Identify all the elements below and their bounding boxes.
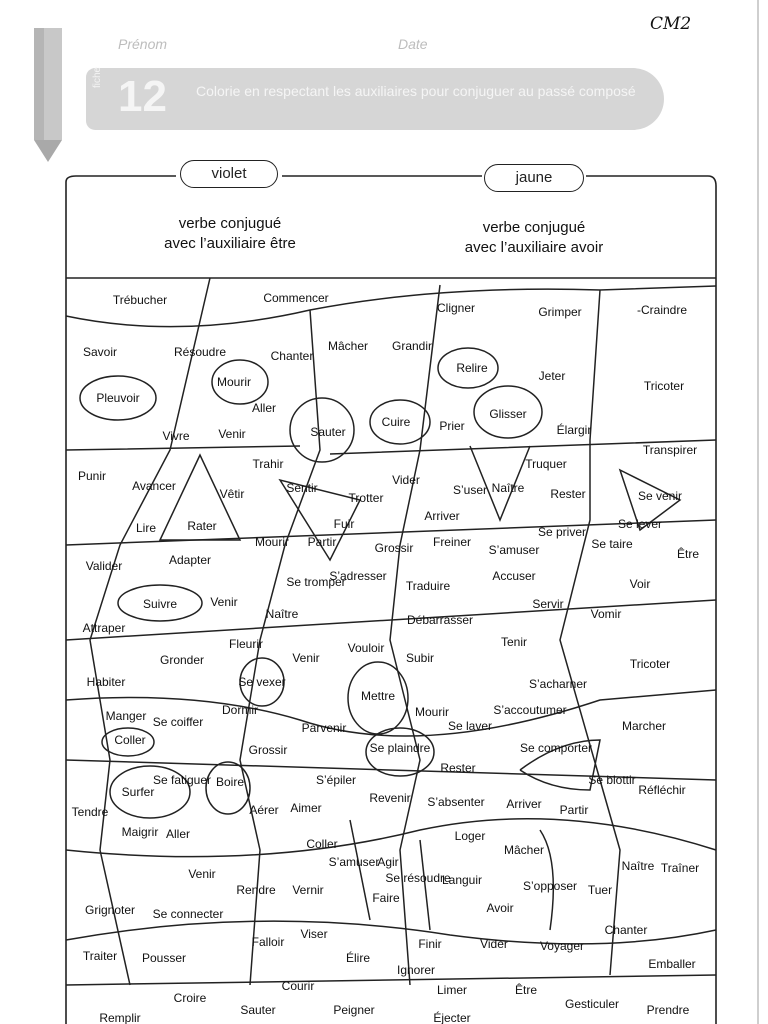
verb-label: Se coiffer xyxy=(152,715,204,729)
verb-label: Habiter xyxy=(86,675,126,689)
verb-label: Voyager xyxy=(539,939,585,953)
verb-label: Tendre xyxy=(71,805,109,819)
verb-label: Cligner xyxy=(436,301,476,315)
verb-label: Avoir xyxy=(486,901,514,915)
verb-label: Vider xyxy=(480,937,508,951)
verb-label: Aimer xyxy=(290,801,322,815)
verb-label: Résoudre xyxy=(173,345,227,359)
verb-label: Valider xyxy=(85,559,123,573)
verb-label: Attraper xyxy=(82,621,126,635)
first-name-label: Prénom xyxy=(118,36,168,52)
verb-label: Glisser xyxy=(489,407,527,421)
verb-label: S’amuser xyxy=(328,855,380,869)
verb-label: Lire xyxy=(135,521,157,535)
verb-label: Se lever xyxy=(617,517,663,531)
verb-label: Tenir xyxy=(500,635,528,649)
verb-label: Vêtir xyxy=(219,487,245,501)
verb-label: Naître xyxy=(491,481,525,495)
verb-label: Grossir xyxy=(374,541,414,555)
verb-label: Viser xyxy=(300,927,328,941)
verb-label: Gesticuler xyxy=(564,997,620,1011)
banner-tag: fiche xyxy=(92,66,103,88)
verb-label: Coller xyxy=(114,733,146,747)
verb-label: Se résoudre xyxy=(385,871,451,885)
verb-label: Trébucher xyxy=(112,293,168,307)
verb-label: Venir xyxy=(210,595,238,609)
verb-label: Prier xyxy=(439,419,465,433)
verb-label: Se comporter xyxy=(519,741,593,755)
verb-label: Freiner xyxy=(432,535,472,549)
verb-label: Mourir xyxy=(414,705,450,719)
verb-label: Arriver xyxy=(424,509,460,523)
verb-label: Servir xyxy=(532,597,564,611)
verb-label: Être xyxy=(514,983,538,997)
verb-label: Courir xyxy=(281,979,315,993)
verb-label: Commencer xyxy=(263,291,329,305)
verb-label: Réfléchir xyxy=(638,783,686,797)
verb-label: Rater xyxy=(187,519,217,533)
verb-label: Vouloir xyxy=(347,641,385,655)
verb-label: Grossir xyxy=(248,743,288,757)
verb-label: S’absenter xyxy=(427,795,485,809)
verb-label: Partir xyxy=(559,803,589,817)
verb-label: Traiter xyxy=(82,949,118,963)
verb-label: Se priver xyxy=(537,525,587,539)
verb-label: Élire xyxy=(345,951,371,965)
verb-label: Se venir xyxy=(637,489,683,503)
verb-label: Adapter xyxy=(168,553,212,567)
verb-label: Se connecter xyxy=(152,907,224,921)
verb-label: Élargir xyxy=(556,423,592,437)
verb-label: Accuser xyxy=(492,569,536,583)
verb-label: Surfer xyxy=(121,785,155,799)
verb-label: Grignoter xyxy=(84,903,136,917)
verb-label: Vivre xyxy=(162,429,190,443)
verb-label: Truquer xyxy=(525,457,567,471)
verb-label: Finir xyxy=(418,937,442,951)
verb-label: Mourir xyxy=(216,375,252,389)
verb-label: Revenir xyxy=(369,791,411,805)
verb-label: Vernir xyxy=(292,883,324,897)
verb-label: Trotter xyxy=(348,491,384,505)
verb-label: Boire xyxy=(215,775,245,789)
verb-label: Naître xyxy=(265,607,299,621)
verb-label: S’adresser xyxy=(329,569,387,583)
verb-label: Venir xyxy=(188,867,216,881)
verb-label: Suivre xyxy=(142,597,178,611)
verb-label: Rester xyxy=(440,761,476,775)
verb-label: Grimper xyxy=(538,305,582,319)
verb-label: Cuire xyxy=(381,415,411,429)
verb-label: S’acharner xyxy=(528,677,588,691)
verb-label: Traduire xyxy=(405,579,451,593)
verb-label: Se taire xyxy=(591,537,633,551)
verb-label: Se vexer xyxy=(238,675,286,689)
verb-label: Tricoter xyxy=(643,379,685,393)
verb-label: Se fatiguer xyxy=(152,773,212,787)
verb-label: Sauter xyxy=(240,1003,276,1017)
verb-label: S’opposer xyxy=(522,879,578,893)
verb-label: Trahir xyxy=(252,457,284,471)
verb-label: Avancer xyxy=(132,479,176,493)
verb-label: Arriver xyxy=(506,797,542,811)
verb-label: Traîner xyxy=(660,861,700,875)
verb-label: Parvenir xyxy=(301,721,347,735)
verb-label: Vider xyxy=(392,473,420,487)
verb-label: Dormir xyxy=(222,703,258,717)
legend-right-rule-line: avec l’auxiliaire avoir xyxy=(464,239,604,256)
verb-label: Relire xyxy=(456,361,488,375)
verb-label: Chanter xyxy=(270,349,314,363)
verb-label: S’user xyxy=(452,483,488,497)
verb-label: Punir xyxy=(77,469,107,483)
verb-label: Fleurir xyxy=(228,637,264,651)
verb-label: Peigner xyxy=(333,1003,375,1017)
verb-label: Se blottir xyxy=(588,773,636,787)
verb-label: Emballer xyxy=(648,957,696,971)
verb-label: Mourir xyxy=(254,535,290,549)
verb-label: Naître xyxy=(621,859,655,873)
verb-label: Chanter xyxy=(604,923,648,937)
verb-label: Être xyxy=(676,547,700,561)
verb-label: Éjecter xyxy=(433,1011,471,1024)
verb-label: Voir xyxy=(629,577,651,591)
verb-label: Pleuvoir xyxy=(96,391,140,405)
verb-label: Jeter xyxy=(538,369,566,383)
verb-label: Mâcher xyxy=(327,339,369,353)
instruction-text: Colorie en respectant les auxiliaires pour conjuguer au passé composé xyxy=(196,83,636,99)
verb-label: Subir xyxy=(405,651,435,665)
verb-label: Rester xyxy=(550,487,586,501)
verb-label: Ignorer xyxy=(396,963,436,977)
verb-label: Manger xyxy=(105,709,147,723)
verb-label: Vomir xyxy=(590,607,622,621)
verb-label: S’amuser xyxy=(488,543,540,557)
legend-left-rule-line: avec l’auxiliaire être xyxy=(164,235,296,252)
verb-label: Sauter xyxy=(310,425,346,439)
verb-label: Grandir xyxy=(391,339,433,353)
verb-label: Marcher xyxy=(621,719,667,733)
verb-label: Fuir xyxy=(333,517,355,531)
verb-labels xyxy=(72,291,700,1024)
class-level-label: CM2 xyxy=(650,14,692,34)
verb-label: Croire xyxy=(173,991,207,1005)
verb-label: Aller xyxy=(251,401,277,415)
verb-label: S’accoutumer xyxy=(493,703,567,717)
verb-label: Gronder xyxy=(159,653,205,667)
verb-label: Se laver xyxy=(447,719,493,733)
verb-label: Falloir xyxy=(251,935,285,949)
verb-label: -Craindre xyxy=(636,303,688,317)
verb-label: S’épiler xyxy=(315,773,357,787)
verb-label: Tricoter xyxy=(629,657,671,671)
verb-label: Transpirer xyxy=(642,443,698,457)
verb-label: Pousser xyxy=(141,951,187,965)
verb-label: Aérer xyxy=(249,803,279,817)
verb-label: Prendre xyxy=(646,1003,690,1017)
verb-label: Coller xyxy=(306,837,338,851)
date-label: Date xyxy=(398,36,428,52)
verb-label: Limer xyxy=(436,983,468,997)
verb-label: Débarrasser xyxy=(406,613,474,627)
verb-label: Tuer xyxy=(587,883,613,897)
verb-label: Faire xyxy=(372,891,400,905)
legend-right-rule-line: verbe conjugué xyxy=(482,219,586,236)
verb-label: Maigrir xyxy=(121,825,159,839)
legend-left-color: violet xyxy=(180,160,278,188)
exercise-number: 12 xyxy=(118,72,167,121)
verb-label: Remplir xyxy=(99,1011,141,1024)
verb-label: Mettre xyxy=(360,689,396,703)
verb-label: Languir xyxy=(441,873,483,887)
verb-label: Mâcher xyxy=(503,843,545,857)
legend-left-rule-line: verbe conjugué xyxy=(178,215,282,232)
verb-label: Loger xyxy=(454,829,486,843)
verb-label: Se tromper xyxy=(286,575,346,589)
legend-right-color: jaune xyxy=(484,164,584,192)
verb-label: Se plaindre xyxy=(369,741,431,755)
verb-label: Venir xyxy=(218,427,246,441)
verb-label: Sentir xyxy=(286,481,318,495)
verb-label: Venir xyxy=(292,651,320,665)
verb-label: Agir xyxy=(377,855,399,869)
verb-label: Savoir xyxy=(82,345,118,359)
verb-label: Aller xyxy=(165,827,191,841)
verb-label: Rendre xyxy=(236,883,276,897)
verb-label: Partir xyxy=(307,535,337,549)
